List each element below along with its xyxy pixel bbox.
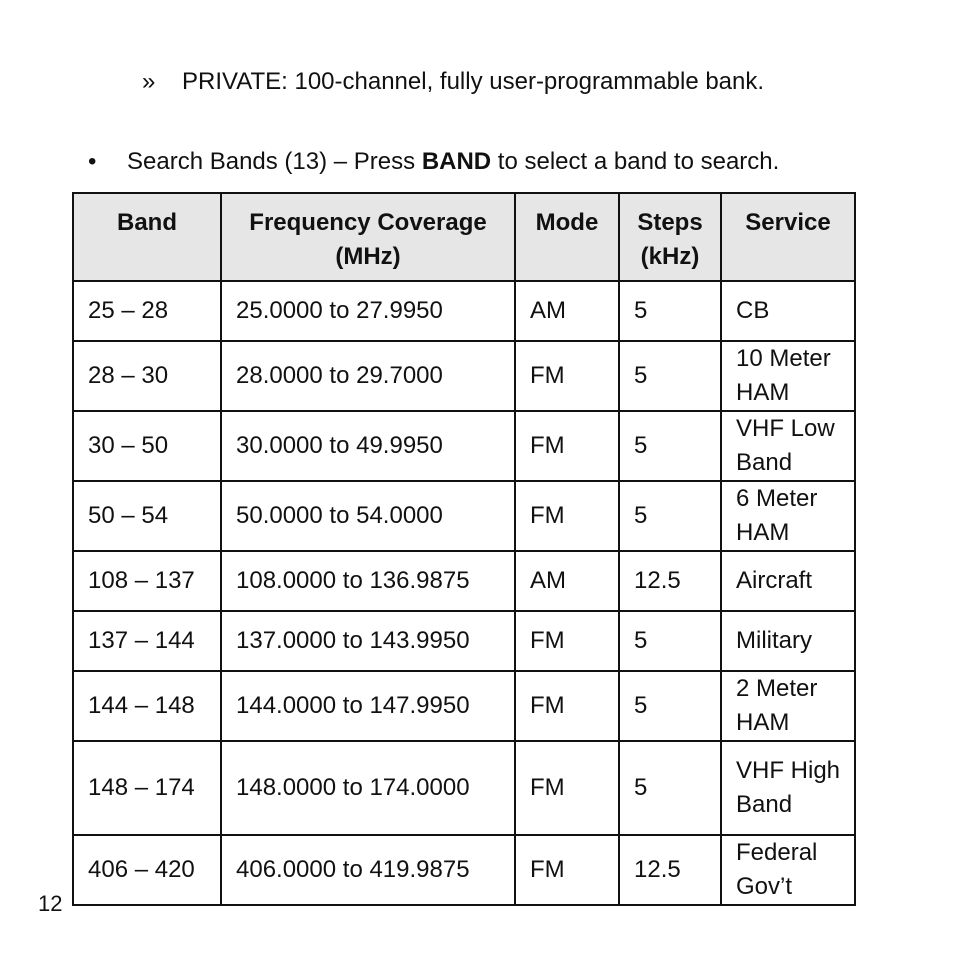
bullet-text-before: Search Bands (13) – Press [127,148,422,175]
cell-frequency: 144.0000 to 147.9950 [221,671,515,741]
cell-mode: FM [515,411,619,481]
table-row [73,611,855,671]
cell-service: 10 Meter HAM [721,341,855,411]
bullet-marker: • [88,148,97,175]
cell-band: 50 – 54 [73,481,221,551]
cell-service: 6 Meter HAM [721,481,855,551]
cell-steps: 12.5 [619,835,721,905]
table-row [73,411,855,481]
cell-steps: 5 [619,281,721,341]
cell-steps: 5 [619,671,721,741]
cell-service: VHF Low Band [721,411,855,481]
cell-steps: 12.5 [619,551,721,611]
cell-band: 108 – 137 [73,551,221,611]
table-row [73,341,855,411]
cell-service: Military [721,611,855,671]
cell-frequency: 406.0000 to 419.9875 [221,835,515,905]
cell-band: 25 – 28 [73,281,221,341]
bullet-text-after: to select a band to search. [491,148,780,175]
cell-steps: 5 [619,481,721,551]
sub-bullet-marker: » [142,68,156,95]
cell-mode: FM [515,835,619,905]
table-row [73,835,855,905]
cell-steps: 5 [619,611,721,671]
cell-frequency: 28.0000 to 29.7000 [221,341,515,411]
cell-frequency: 108.0000 to 136.9875 [221,551,515,611]
bullet-bold-keyword: BAND [421,148,492,175]
cell-service: Aircraft [721,551,855,611]
cell-frequency: 25.0000 to 27.9950 [221,281,515,341]
cell-steps: 5 [619,341,721,411]
cell-mode: AM [515,281,619,341]
cell-mode: FM [515,671,619,741]
cell-band: 30 – 50 [73,411,221,481]
search-bands-table [72,192,856,906]
cell-frequency: 137.0000 to 143.9950 [221,611,515,671]
cell-band: 148 – 174 [73,741,221,835]
cell-service: VHF High Band [721,741,855,835]
header-band: Band [73,193,221,281]
bullet-text [127,147,779,177]
cell-service: 2 Meter HAM [721,671,855,741]
cell-mode: FM [515,341,619,411]
table-row [73,281,855,341]
cell-frequency: 50.0000 to 54.0000 [221,481,515,551]
cell-service: CB [721,281,855,341]
cell-mode: AM [515,551,619,611]
table-header-row [73,193,855,281]
cell-band: 406 – 420 [73,835,221,905]
table-row [73,481,855,551]
table-row [73,671,855,741]
cell-service: Federal Gov’t [721,835,855,905]
cell-band: 137 – 144 [73,611,221,671]
sub-bullet-text: PRIVATE: 100-channel, fully user-programmable bank. [182,68,765,95]
cell-mode: FM [515,611,619,671]
header-steps: Steps (kHz) [619,193,721,281]
cell-steps: 5 [619,411,721,481]
cell-band: 28 – 30 [73,341,221,411]
table-body [73,281,855,905]
cell-band: 144 – 148 [73,671,221,741]
cell-frequency: 30.0000 to 49.9950 [221,411,515,481]
header-frequency: Frequency Coverage (MHz) [221,193,515,281]
header-mode: Mode [515,193,619,281]
cell-frequency: 148.0000 to 174.0000 [221,741,515,835]
cell-mode: FM [515,481,619,551]
table-row [73,741,855,835]
table-row [73,551,855,611]
cell-mode: FM [515,741,619,835]
cell-steps: 5 [619,741,721,835]
page-number: 12 [38,891,63,916]
header-service: Service [721,193,855,281]
